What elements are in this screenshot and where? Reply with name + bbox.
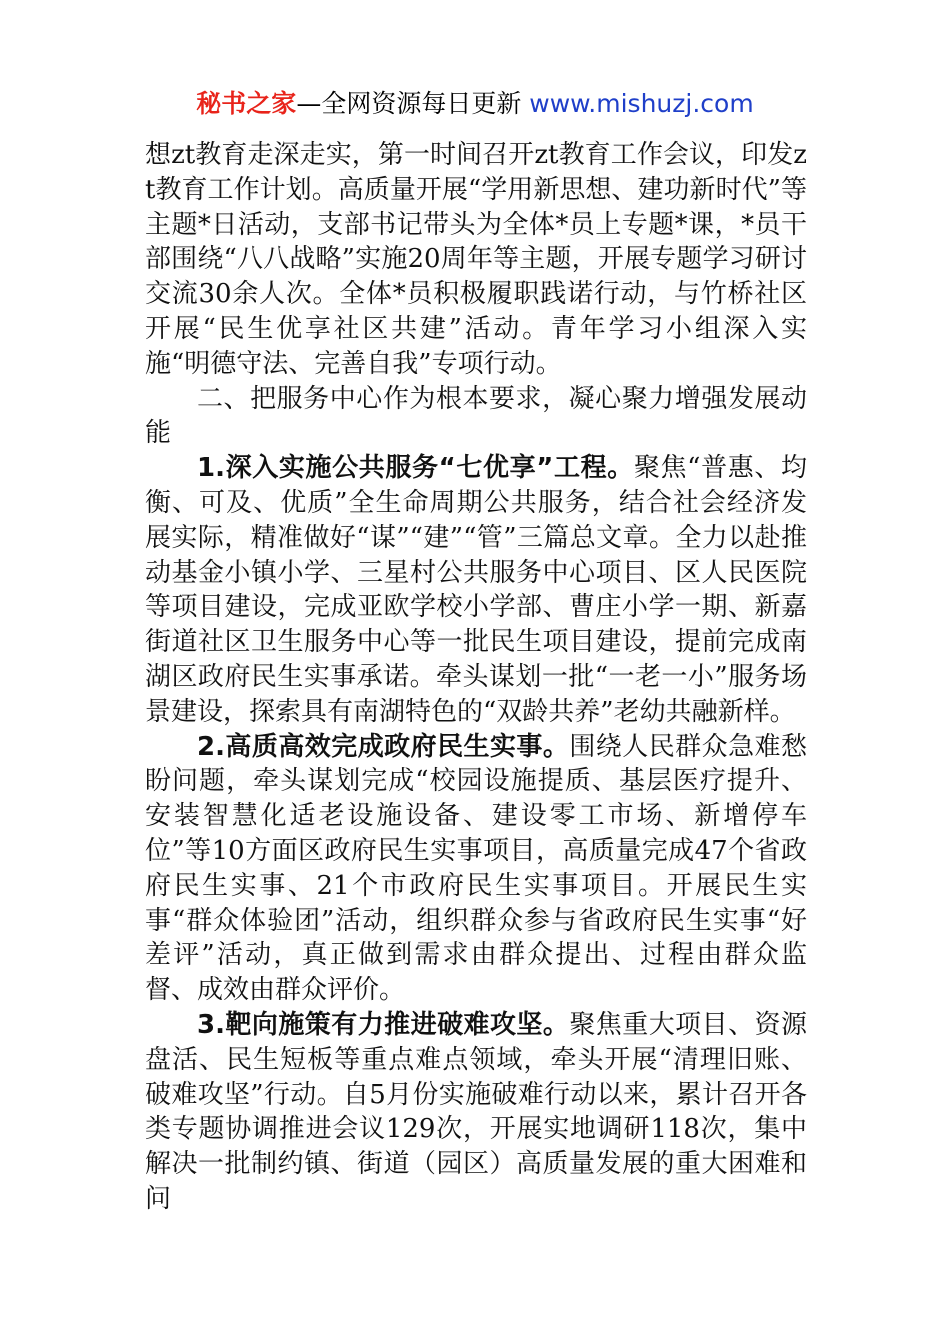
- brand-name: 秘书之家: [196, 89, 297, 118]
- site-link[interactable]: www.mishuzj.com: [529, 89, 754, 118]
- item-title-3: 3.靶向施策有力推进破难攻坚。: [197, 1009, 570, 1040]
- page-header: [0, 86, 950, 122]
- paragraph-continued: 想zt教育走深走实，第一时间召开zt教育工作会议，印发zt教育工作计划。高质量开展“学用新思想、建功新时代”等主题*日活动，支部书记带头为全体*员上专题*课，*员干部围绕“八八战略”实施20周年等主题，开展专题学习研讨交流30余人次。全体*员积极履职践诺行动，与竹桥社区开展“民生优享社区共建”活动。青年学习小组深入实施“明德守法、完善自我”专项行动。: [145, 140, 807, 379]
- item-paragraph-1: [145, 451, 807, 729]
- item-body-2: 围绕人民群众急难愁盼问题，牵头谋划完成“校园设施提质、基层医疗提升、安装智慧化适老设施设备、建设零工市场、新增停车位”等10方面区政府民生实事项目，高质量完成47个省政府民生实事、21个市政府民生实事项目。开展民生实事“群众体验团”活动，组织群众参与省政府民生实事“好差评”活动，真正做到需求由群众提出、过程由群众监督、成效由群众评价。: [145, 731, 807, 1006]
- item-body-1: 聚焦“普惠、均衡、可及、优质”全生命周期公共服务，结合社会经济发展实际，精准做好“谋”“建”“管”三篇总文章。全力以赴推动基金小镇小学、三星村公共服务中心项目、区人民医院等项目建设，完成亚欧学校小学部、曹庄小学一期、新嘉街道社区卫生服务中心等一批民生项目建设，提前完成南湖区政府民生实事承诺。牵头谋划一批“一老一小”服务场景建设，探索具有南湖特色的“双龄共养”老幼共融新样。: [145, 453, 807, 727]
- section-heading-2: 二、把服务中心作为根本要求，凝心聚力增强发展动能: [145, 383, 807, 449]
- header-slogan: —全网资源每日更新: [296, 89, 530, 118]
- item-body-3: 聚焦重大项目、资源盘活、民生短板等重点难点领域，牵头开展“清理旧账、破难攻坚”行动。自5月份实施破难行动以来，累计召开各类专题协调推进会议129次，开展实地调研118次，集中解决一批制约镇、街道（园区）高质量发展的重大困难和问: [145, 1009, 807, 1214]
- item-paragraph-3: [145, 1008, 807, 1217]
- item-title-1: 1.深入实施公共服务“七优享”工程。: [197, 453, 634, 484]
- document-body: [145, 138, 807, 1217]
- item-title-2: 2.高质高效完成政府民生实事。: [197, 731, 570, 762]
- item-paragraph-2: [145, 730, 807, 1008]
